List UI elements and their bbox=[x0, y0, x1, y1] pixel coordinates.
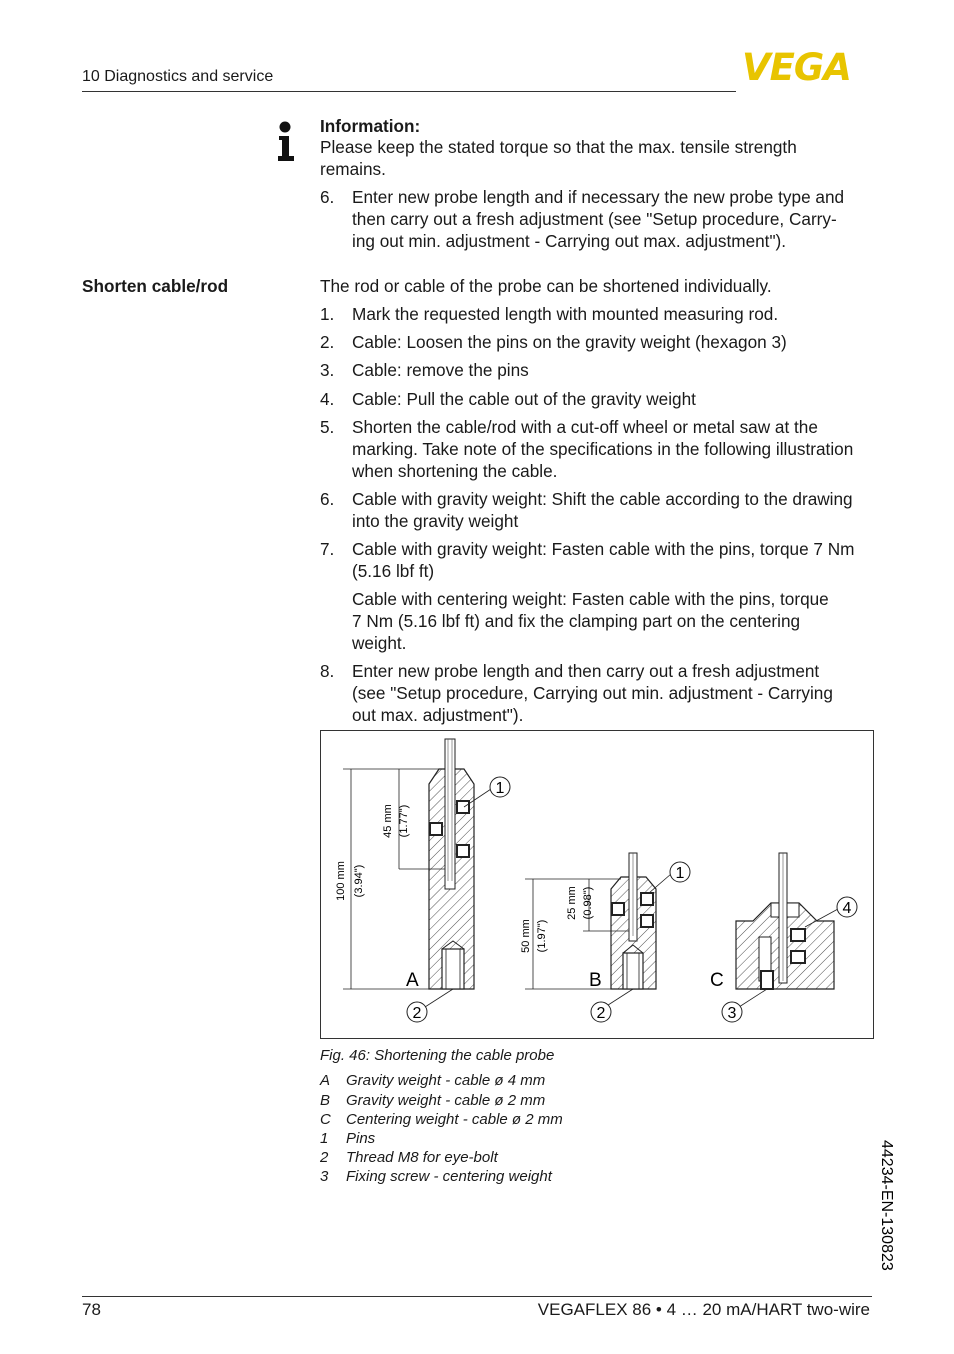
figure-caption: Fig. 46: Shortening the cable probe bbox=[320, 1047, 555, 1064]
callout-2-b bbox=[591, 1002, 611, 1022]
step-line: (5.16 lbf ft) bbox=[352, 561, 435, 581]
step-line: Shorten the cable/rod with a cut-off wheel or metal saw at the bbox=[352, 417, 818, 437]
callout-2-a bbox=[407, 1002, 427, 1022]
info-line: remains. bbox=[320, 159, 386, 179]
step-number: 6. bbox=[320, 489, 335, 509]
callout-4-c bbox=[837, 897, 857, 917]
step-line: 7 Nm (5.16 lbf ft) and fix the clamping part on the centering bbox=[352, 611, 801, 631]
callout-1-b bbox=[670, 862, 690, 882]
step-number: 1. bbox=[320, 304, 335, 324]
legend-value: Gravity weight - cable ø 2 mm bbox=[346, 1092, 546, 1109]
page-number: 78 bbox=[82, 1300, 101, 1319]
dim-a-100: 100 mm bbox=[335, 861, 347, 901]
document-id: 44234-EN-130823 bbox=[878, 1140, 895, 1271]
step-number: 7. bbox=[320, 539, 335, 559]
callout-1-a bbox=[490, 777, 510, 797]
legend-key: B bbox=[320, 1092, 331, 1109]
step-number: 8. bbox=[320, 661, 335, 681]
step-line: Cable with centering weight: Fasten cable with the pins, torque bbox=[352, 589, 829, 609]
step-number: 4. bbox=[320, 389, 335, 409]
header-rule bbox=[82, 91, 736, 92]
information-icon bbox=[276, 121, 294, 163]
legend-value: Thread M8 for eye-bolt bbox=[346, 1149, 498, 1166]
info-line: Please keep the stated torque so that the max. tensile strength bbox=[320, 137, 797, 157]
step-item bbox=[320, 186, 880, 252]
dim-b-50: 50 mm bbox=[520, 919, 532, 953]
step-line: Cable with gravity weight: Fasten cable with the pins, torque 7 Nm bbox=[352, 539, 855, 559]
legend-value: Fixing screw - centering weight bbox=[346, 1168, 552, 1185]
step-line: Mark the requested length with mounted measuring rod. bbox=[352, 304, 779, 324]
step-number: 6. bbox=[320, 187, 335, 207]
step-number: 3. bbox=[320, 360, 335, 380]
step-line: Cable: Loosen the pins on the gravity weight (hexagon 3) bbox=[352, 332, 787, 352]
step-line: (see "Setup procedure, Carrying out min. adjustment - Carrying bbox=[352, 683, 833, 703]
figure-frame bbox=[320, 730, 874, 1039]
callout-label: 4 bbox=[842, 900, 852, 917]
info-text bbox=[320, 136, 860, 180]
gravity-weight-b bbox=[611, 853, 656, 989]
callout-3-c bbox=[722, 1002, 742, 1022]
legend-key: 3 bbox=[320, 1168, 329, 1185]
legend-key: C bbox=[320, 1111, 331, 1128]
dim-a-100-in: (3.94") bbox=[353, 864, 365, 898]
legend-value: Gravity weight - cable ø 4 mm bbox=[346, 1072, 546, 1089]
callout-label: 2 bbox=[596, 1005, 606, 1022]
label-a: A bbox=[406, 970, 419, 991]
cable-probe-drawing bbox=[321, 731, 873, 1038]
step-line: marking. Take note of the specifications in the following illustration bbox=[352, 439, 854, 459]
step-line: weight. bbox=[352, 633, 407, 653]
step-line: Enter new probe length and if necessary the new probe type and bbox=[352, 187, 845, 207]
legend-key: A bbox=[320, 1072, 331, 1089]
legend-value: Centering weight - cable ø 2 mm bbox=[346, 1111, 563, 1128]
step-line: ing out min. adjustment - Carrying out max. adjustment"). bbox=[352, 231, 787, 251]
footer-title: VEGAFLEX 86 • 4 … 20 mA/HART two-wire bbox=[537, 1300, 870, 1319]
callout-label: 1 bbox=[675, 865, 685, 882]
step-line: then carry out a fresh adjustment (see "Setup procedure, Carry- bbox=[352, 209, 837, 229]
gravity-weight-a bbox=[429, 739, 474, 989]
dim-b-25-in: (0.98") bbox=[582, 886, 594, 920]
callout-label: 1 bbox=[495, 780, 505, 797]
step-line: Enter new probe length and then carry out a fresh adjustment bbox=[352, 661, 820, 681]
step-line: when shortening the cable. bbox=[352, 461, 558, 481]
step-number: 2. bbox=[320, 332, 335, 352]
section-intro: The rod or cable of the probe can be shortened individually. bbox=[320, 276, 772, 296]
legend-key: 2 bbox=[320, 1149, 329, 1166]
step-number: 5. bbox=[320, 417, 335, 437]
step-line: Cable: Pull the cable out of the gravity weight bbox=[352, 389, 696, 409]
running-header: 10 Diagnostics and service bbox=[82, 68, 274, 85]
vega-logo: VEGA bbox=[742, 46, 851, 89]
footer-rule bbox=[82, 1296, 872, 1297]
step-line: into the gravity weight bbox=[352, 511, 519, 531]
dim-b-25: 25 mm bbox=[566, 886, 578, 920]
document-id-vertical bbox=[870, 1140, 904, 1290]
label-b: B bbox=[589, 970, 602, 991]
label-c: C bbox=[710, 970, 724, 991]
dim-b-50-in: (1.97") bbox=[536, 919, 548, 953]
centering-weight-c bbox=[736, 853, 834, 989]
step-line: out max. adjustment"). bbox=[352, 705, 524, 725]
side-heading: Shorten cable/rod bbox=[82, 276, 229, 296]
info-title: Information: bbox=[320, 116, 421, 136]
dim-a-45: 45 mm bbox=[382, 804, 394, 838]
dim-a-45-in: (1.77") bbox=[398, 804, 410, 838]
step-line: Cable with gravity weight: Shift the cable according to the drawing bbox=[352, 489, 853, 509]
callout-label: 2 bbox=[412, 1005, 422, 1022]
legend-value: Pins bbox=[346, 1130, 376, 1147]
callout-label: 3 bbox=[727, 1005, 737, 1022]
step-line: Cable: remove the pins bbox=[352, 360, 529, 380]
legend-key: 1 bbox=[320, 1130, 329, 1147]
